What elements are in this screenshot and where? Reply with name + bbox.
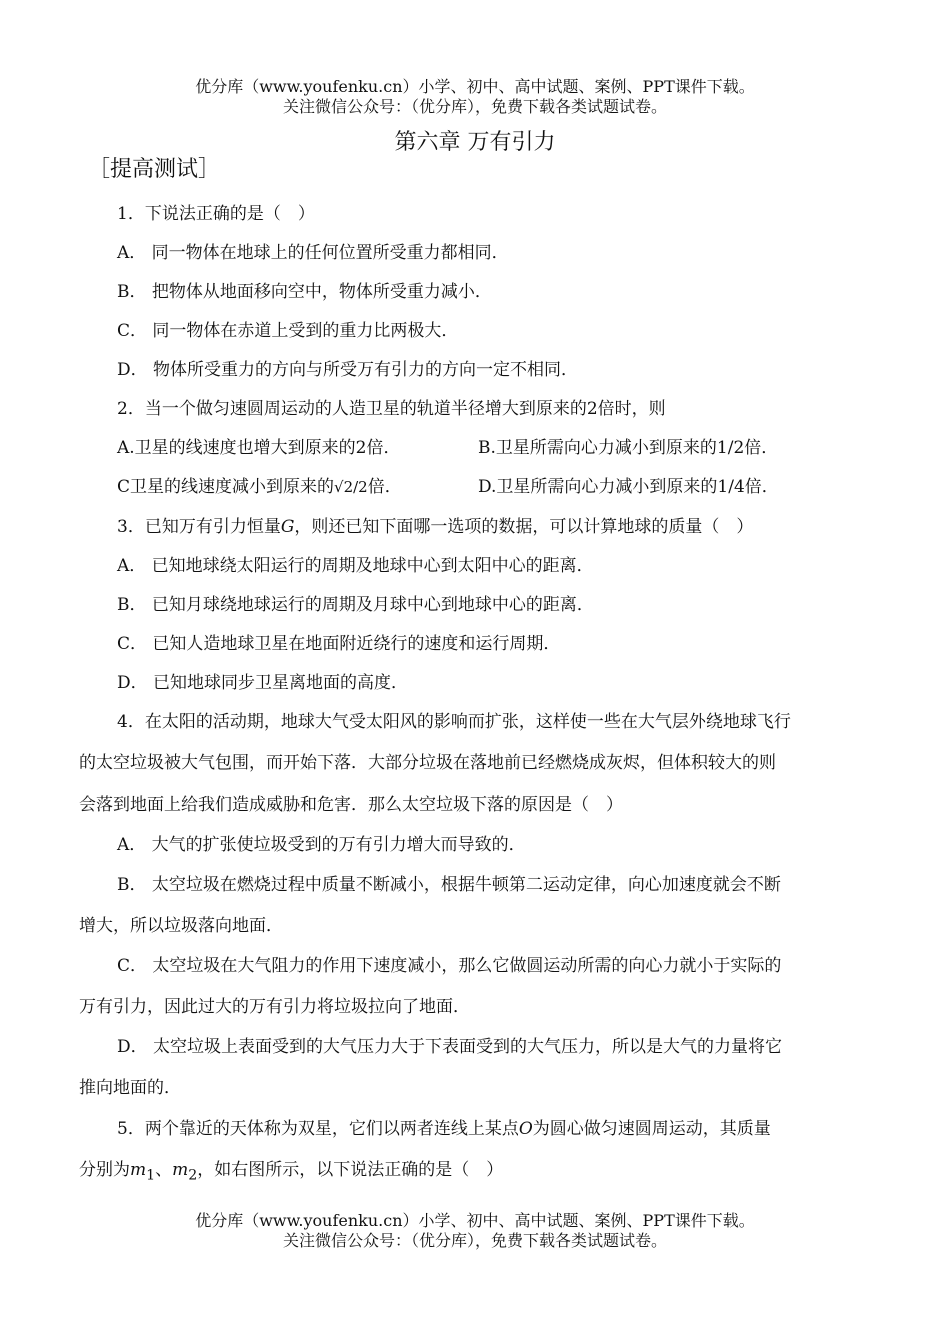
q4-stem-line-3: 会落到地面上给我们造成威胁和危害．那么太空垃圾下落的原因是（ ） [79, 795, 623, 815]
q1-option-b: B． 把物体从地面移向空中，物体所受重力减小． [117, 282, 492, 302]
q3-option-d: D． 已知地球同步卫星离地面的高度． [117, 673, 409, 693]
q5-stem2-pre: 分别为 [79, 1160, 130, 1180]
q5-stem-pre: 5．两个靠近的天体称为双星，它们以两者连线上某点 [117, 1119, 519, 1139]
q4-stem-line-1: 4．在太阳的活动期，地球大气受太阳风的影响而扩张，这样使一些在大气层外绕地球飞行 [117, 712, 791, 732]
header-line-2: 关注微信公众号：（优分库），免费下载各类试题试卷。 [282, 97, 667, 116]
footer-line-2: 关注微信公众号：（优分库），免费下载各类试题试卷。 [282, 1231, 667, 1250]
q4-option-b-line-2: 增大，所以垃圾落向地面． [79, 916, 283, 936]
section-title: ［提高测试］ [88, 157, 221, 182]
q3-var-g: G [280, 517, 295, 537]
q1-option-c: C． 同一物体在赤道上受到的重力比两极大． [117, 321, 459, 341]
q3-stem [117, 512, 753, 537]
q2-option-a: A.卫星的线速度也增大到原来的2倍． [117, 438, 401, 458]
q4-option-c-line-1: C． 太空垃圾在大气阻力的作用下速度减小，那么它做圆运动所需的向心力就小于实际的 [117, 956, 782, 976]
q4-option-a: A． 大气的扩张使垃圾受到的万有引力增大而导致的． [117, 835, 526, 855]
mass-m2: m [172, 1160, 189, 1180]
q4-stem-line-2: 的太空垃圾被大气包围，而开始下落．大部分垃圾在落地前已经燃烧成灰烬，但体积较大的则 [79, 753, 776, 773]
q5-separator: 、 [155, 1160, 173, 1180]
q5-stem2-post: ，如右图所示，以下说法正确的是（ ） [197, 1160, 504, 1180]
q4-option-b-line-1: B． 太空垃圾在燃烧过程中质量不断减小，根据牛顿第二运动定律，向心加速度就会不断 [117, 875, 781, 895]
q1-stem: 1．下说法正确的是（ ） [117, 204, 315, 224]
q2-stem: 2．当一个做匀速圆周运动的人造卫星的轨道半径增大到原来的2倍时，则 [117, 399, 666, 419]
q3-stem-pre: 3．已知万有引力恒量 [117, 517, 281, 537]
sqrt-two-over-two: √2/2 [334, 478, 368, 496]
q5-stem-line-1 [117, 1114, 771, 1139]
footer-line-1: 优分库（www.youfenku.cn）小学、初中、高中试题、案例、PPT课件下载。 [195, 1211, 755, 1230]
q2-option-c [117, 472, 402, 497]
q1-option-a: A． 同一物体在地球上的任何位置所受重力都相同． [117, 243, 509, 263]
q1-option-d: D． 物体所受重力的方向与所受万有引力的方向一定不相同． [117, 360, 579, 380]
q5-stem-post: 为圆心做匀速圆周运动，其质量 [532, 1119, 771, 1139]
q4-option-c-line-2: 万有引力，因此过大的万有引力将垃圾拉向了地面． [79, 997, 470, 1017]
q3-option-c: C． 已知人造地球卫星在地面附近绕行的速度和运行周期． [117, 634, 561, 654]
q3-option-a: A． 已知地球绕太阳运行的周期及地球中心到太阳中心的距离． [117, 556, 594, 576]
q2-option-c-suffix: 倍． [367, 477, 402, 497]
header-line-1: 优分库（www.youfenku.cn）小学、初中、高中试题、案例、PPT课件下载。 [195, 77, 755, 96]
mass-m1: m [130, 1160, 147, 1180]
q4-option-d-line-2: 推向地面的． [79, 1078, 181, 1098]
q5-stem-line-2 [79, 1155, 503, 1183]
mass-m2-subscript: 2 [188, 1167, 198, 1184]
chapter-title: 第六章 万有引力 [394, 130, 556, 155]
q2-option-d: D.卫星所需向心力减小到原来的1/4倍． [478, 477, 779, 497]
q3-option-b: B． 已知月球绕地球运行的周期及月球中心到地球中心的距离． [117, 595, 594, 615]
q3-stem-post: ，则还已知下面哪一选项的数据，可以计算地球的质量（ ） [294, 517, 754, 537]
q2-option-b: B.卫星所需向心力减小到原来的1/2倍． [478, 438, 779, 458]
q2-option-c-text: C卫星的线速度减小到原来的 [117, 477, 335, 497]
mass-m1-subscript: 1 [146, 1167, 156, 1184]
q5-var-o: O [518, 1119, 533, 1139]
q4-option-d-line-1: D． 太空垃圾上表面受到的大气压力大于下表面受到的大气压力，所以是大气的力量将它 [117, 1037, 783, 1057]
